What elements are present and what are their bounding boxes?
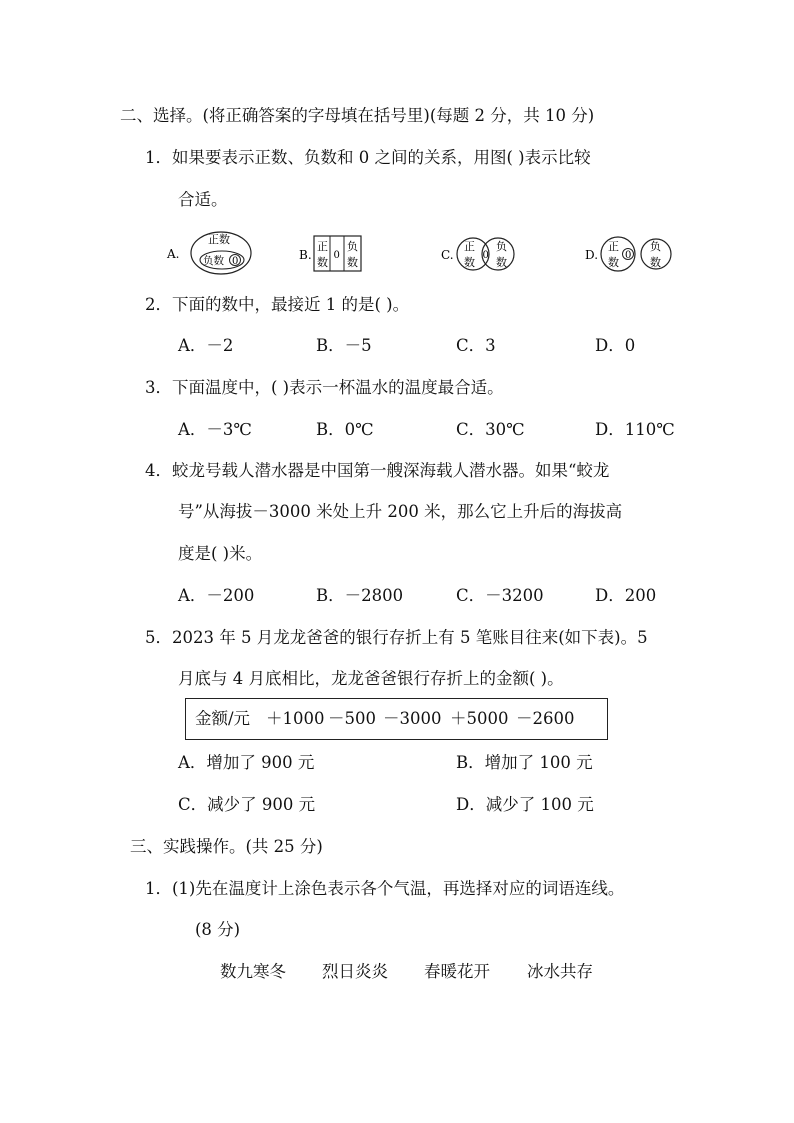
q2-option-c[interactable]: C．3 [456,336,496,355]
amount-cell: ＋1000 [266,709,325,728]
nested-ellipse-diagram [165,228,255,276]
separate-circles-diagram [584,234,679,274]
amount-cell: ＋5000 [450,709,509,728]
s3-q1-stem-line1: 1．(1)先在温度计上涂色表示各个气温，再选择对应的词语连线。 [145,879,625,898]
section-2-title: 二、选择。(将正确答案的字母填在括号里)(每题 2 分，共 10 分) [120,106,595,125]
amount-cell: －2600 [516,709,575,728]
option-c-positive-bottom: 数 [464,256,475,269]
q2-option-b[interactable]: B．－5 [316,336,372,355]
q4-option-d[interactable]: D．200 [595,586,657,605]
side-by-side-box-diagram [298,234,368,274]
word-item[interactable]: 数九寒冬 [220,962,286,981]
q4-stem-line3: 度是( )米。 [178,544,263,563]
option-a-label: A. [167,247,180,261]
s3-q1-stem-line2: (8 分) [195,920,241,939]
q1-option-c[interactable] [440,234,520,274]
option-d-zero: 0 [625,250,632,261]
q1-stem-line2: 合适。 [178,190,228,209]
q5-option-b[interactable]: B．增加了 100 元 [456,753,593,772]
q3-option-d[interactable]: D．110℃ [595,420,675,439]
q4-option-c[interactable]: C．－3200 [456,586,544,605]
amount-table-header: 金额/元 [195,709,251,728]
option-c-label: C. [441,248,454,262]
q4-stem-line2: 号”从海拔－3000 米处上升 200 米，那么它上升后的海拔高 [178,502,623,521]
q2-option-d[interactable]: D．0 [595,336,636,355]
amount-cell: －500 [328,709,376,728]
q4-option-b[interactable]: B．－2800 [316,586,404,605]
option-b-negative-bottom: 数 [347,256,358,269]
option-d-positive-bottom: 数 [608,256,619,269]
q2-stem: 2．下面的数中，最接近 1 的是( )。 [145,295,410,314]
q5-option-a[interactable]: A．增加了 900 元 [178,753,315,772]
word-item[interactable]: 春暖花开 [424,962,490,981]
q5-option-c[interactable]: C．减少了 900 元 [178,795,316,814]
option-c-negative-top: 负 [496,240,507,253]
q3-option-c[interactable]: C．30℃ [456,420,525,439]
option-b-zero: 0 [333,250,340,261]
q5-stem-line2: 月底与 4 月底相比，龙龙爸爸银行存折上的金额( )。 [178,669,564,688]
option-b-negative-top: 负 [347,240,358,253]
word-item[interactable]: 冰水共存 [527,962,593,981]
option-c-positive-top: 正 [464,240,475,253]
option-b-label: B. [299,248,312,262]
q1-stem-line1: 1．如果要表示正数、负数和 0 之间的关系，用图( )表示比较 [145,148,591,167]
q4-option-a[interactable]: A．－200 [178,586,255,605]
option-a-zero-text: 0 [232,256,239,267]
q3-option-a[interactable]: A．－3℃ [178,420,252,439]
amount-cell: －3000 [383,709,442,728]
word-item[interactable]: 烈日炎炎 [322,962,388,981]
option-b-positive-top: 正 [317,240,328,253]
overlapping-circles-diagram [440,234,520,274]
amount-table [185,698,608,740]
option-d-negative-top: 负 [650,240,661,253]
option-d-label: D. [585,248,599,262]
q5-stem-line1: 5．2023 年 5 月龙龙爸爸的银行存折上有 5 笔账目往来(如下表)。5 [145,628,648,647]
q2-option-a[interactable]: A．－2 [178,336,234,355]
option-c-negative-bottom: 数 [496,256,507,269]
q3-stem: 3．下面温度中，( )表示一杯温水的温度最合适。 [145,378,504,397]
option-a-positive-text: 正数 [208,233,230,246]
q4-stem-line1: 4．蛟龙号载人潜水器是中国第一艘深海载人潜水器。如果“蛟龙 [145,461,610,480]
q1-option-d[interactable] [584,234,679,274]
option-d-negative-bottom: 数 [650,256,661,269]
q5-option-d[interactable]: D．减少了 100 元 [456,795,594,814]
option-a-negative-text: 负数 [203,255,224,267]
q1-option-a[interactable] [165,228,255,276]
q3-option-b[interactable]: B．0℃ [316,420,374,439]
option-c-zero: 0 [482,250,489,261]
option-b-positive-bottom: 数 [317,256,328,269]
q1-option-b[interactable] [298,234,368,274]
section-3-title: 三、实践操作。(共 25 分) [130,837,323,856]
option-d-positive-top: 正 [608,240,619,253]
